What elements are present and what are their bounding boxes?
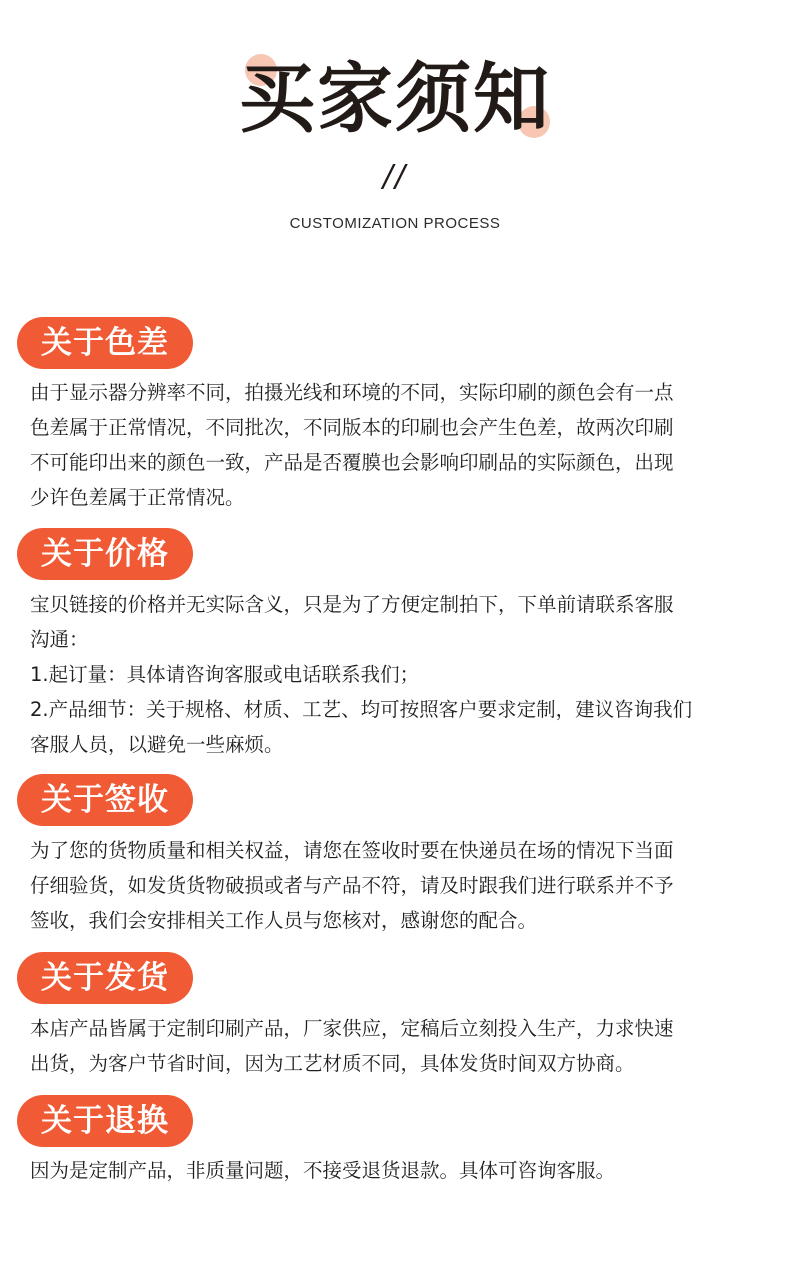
- body-line: 签收，我们会安排相关工作人员与您核对，感谢您的配合。: [30, 909, 538, 932]
- body-line: 沟通：: [30, 628, 89, 651]
- section-title-badge: 关于发货: [17, 952, 193, 1004]
- body-line: 由于显示器分辨率不同，拍摄光线和环境的不同，实际印刷的颜色会有一点: [30, 381, 674, 404]
- body-line: 色差属于正常情况，不同批次，不同版本的印刷也会产生色差，故两次印刷: [30, 416, 674, 439]
- title-divider: //: [382, 159, 408, 194]
- body-line: 仔细验货，如发货货物破损或者与产品不符，请及时跟我们进行联系并不予: [30, 874, 674, 897]
- page-subtitle: CUSTOMIZATION PROCESS: [289, 215, 501, 232]
- body-line: 出货，为客户节省时间，因为工艺材质不同，具体发货时间双方协商。: [30, 1052, 635, 1075]
- body-line: 本店产品皆属于定制印刷产品，厂家供应，定稿后立刻投入生产，力求快速: [30, 1017, 674, 1040]
- body-line: 1.起订量：具体请咨询客服或电话联系我们；: [30, 663, 420, 686]
- page-header: [0, 0, 790, 260]
- body-line: 2.产品细节：关于规格、材质、工艺、均可按照客户要求定制，建议咨询我们: [30, 698, 693, 721]
- section-body: [30, 1011, 780, 1081]
- page-title: 买家须知: [239, 54, 551, 143]
- section-title-badge: 关于签收: [17, 774, 193, 826]
- section-title-badge: 关于色差: [17, 317, 193, 369]
- body-line: 不可能印出来的颜色一致，产品是否覆膜也会影响印刷品的实际颜色，出现: [30, 451, 674, 474]
- body-line: 因为是定制产品，非质量问题，不接受退货退款。具体可咨询客服。: [30, 1159, 616, 1182]
- section-title-badge: 关于价格: [17, 528, 193, 580]
- body-line: 客服人员，以避免一些麻烦。: [30, 733, 284, 756]
- body-line: 宝贝链接的价格并无实际含义，只是为了方便定制拍下，下单前请联系客服: [30, 593, 674, 616]
- body-line: 为了您的货物质量和相关权益，请您在签收时要在快递员在场的情况下当面: [30, 839, 674, 862]
- section-body: [30, 375, 780, 515]
- section-title-badge: 关于退换: [17, 1095, 193, 1147]
- section-body: [30, 587, 780, 762]
- section-body: [30, 1153, 780, 1188]
- section-body: [30, 833, 780, 938]
- body-line: 少许色差属于正常情况。: [30, 486, 245, 509]
